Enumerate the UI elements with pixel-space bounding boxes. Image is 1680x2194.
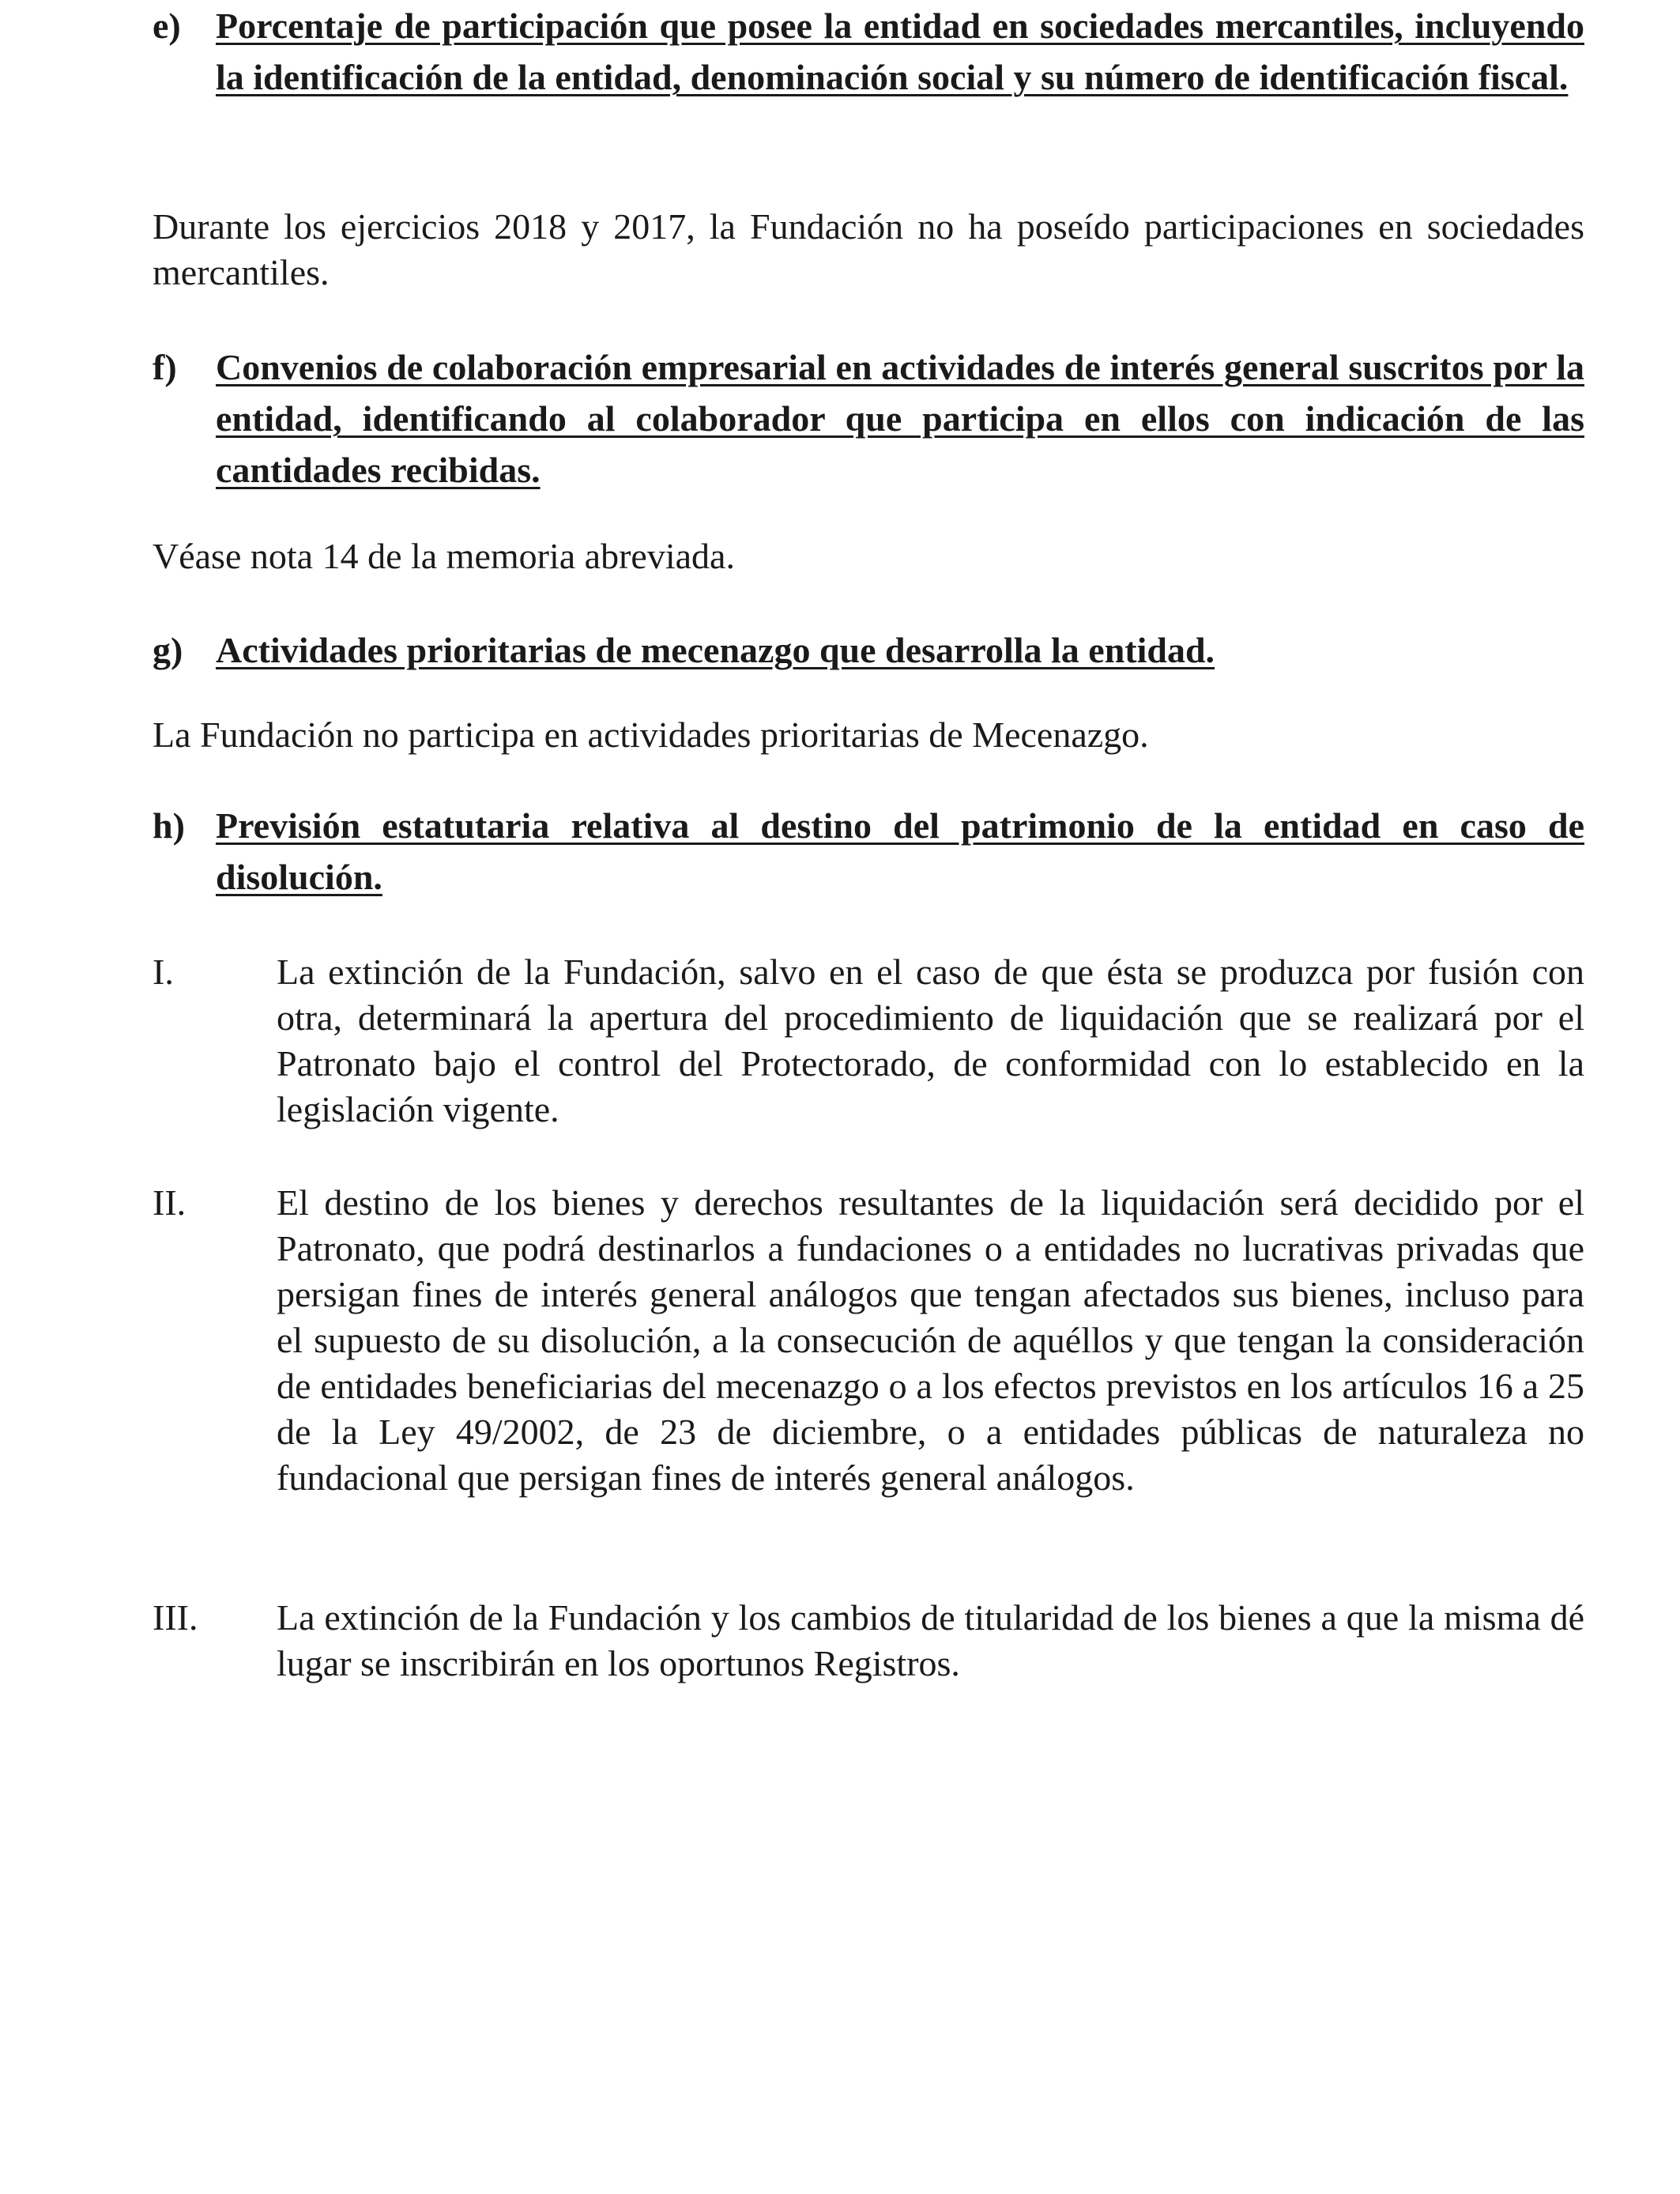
item-text: La extinción de la Fundación y los cambios de titularidad de los bienes a que la misma dé lugar se inscribirán en los oportunos Registros. [277,1597,1584,1683]
section-h-item-2 [153,1180,1584,1501]
section-f-heading [153,341,1584,496]
section-h-letter: h) [153,805,185,846]
section-e-letter: e) [153,6,181,46]
item-text: El destino de los bienes y derechos resultantes de la liquidación será decidido por el Patronato, que podrá destinarlos a fundaciones o a entidades no lucrativas privadas que persigan fines de interés general análogos que tengan afectados sus bienes, incluso para el supuesto de su disolución, a la consecución de aquéllos y que tengan la consideración de entidades beneficiarias del mecenazgo o a los efectos previstos en los artículos 16 a 25 de la Ley 49/2002, de 23 de diciembre, o a entidades públicas de naturaleza no fundacional que persigan fines de interés general análogos. [277,1182,1584,1498]
section-g-heading [153,624,1584,676]
item-number: III. [153,1597,198,1638]
section-e-body: Durante los ejercicios 2018 y 2017, la Fundación no ha poseído participaciones en sociedades mercantiles. [153,206,1584,292]
section-h-heading [153,800,1584,903]
section-h-item-3 [153,1595,1584,1687]
item-number: I. [153,952,174,992]
section-g-letter: g) [153,630,183,670]
section-f-heading-text: Convenios de colaboración empresarial en actividades de interés general suscritos por la entidad, identificando al colaborador que participa en ellos con indicación de las cantidades recibidas. [216,347,1584,490]
section-h-item-1 [153,949,1584,1133]
item-text: La extinción de la Fundación, salvo en el caso de que ésta se produzca por fusión con otra, determinará la apertura del procedimiento de liquidación que se realizará por el Patronato bajo el control del Protectorado, de conformidad con lo establecido en la legislación vigente. [277,952,1584,1129]
section-h-heading-text: Previsión estatutaria relativa al destino del patrimonio de la entidad en caso de disolución. [216,805,1584,897]
section-f-letter: f) [153,347,177,387]
section-g-heading-text: Actividades prioritarias de mecenazgo que desarrolla la entidad. [216,630,1215,670]
section-f-body: Véase nota 14 de la memoria abreviada. [153,536,735,576]
section-g-body: La Fundación no participa en actividades prioritarias de Mecenazgo. [153,714,1149,755]
section-e-heading [153,0,1584,103]
section-e-heading-text: Porcentaje de participación que posee la entidad en sociedades mercantiles, incluyendo la identificación de la entidad, denominación social y su número de identificación fiscal. [216,6,1584,97]
item-number: II. [153,1182,186,1223]
